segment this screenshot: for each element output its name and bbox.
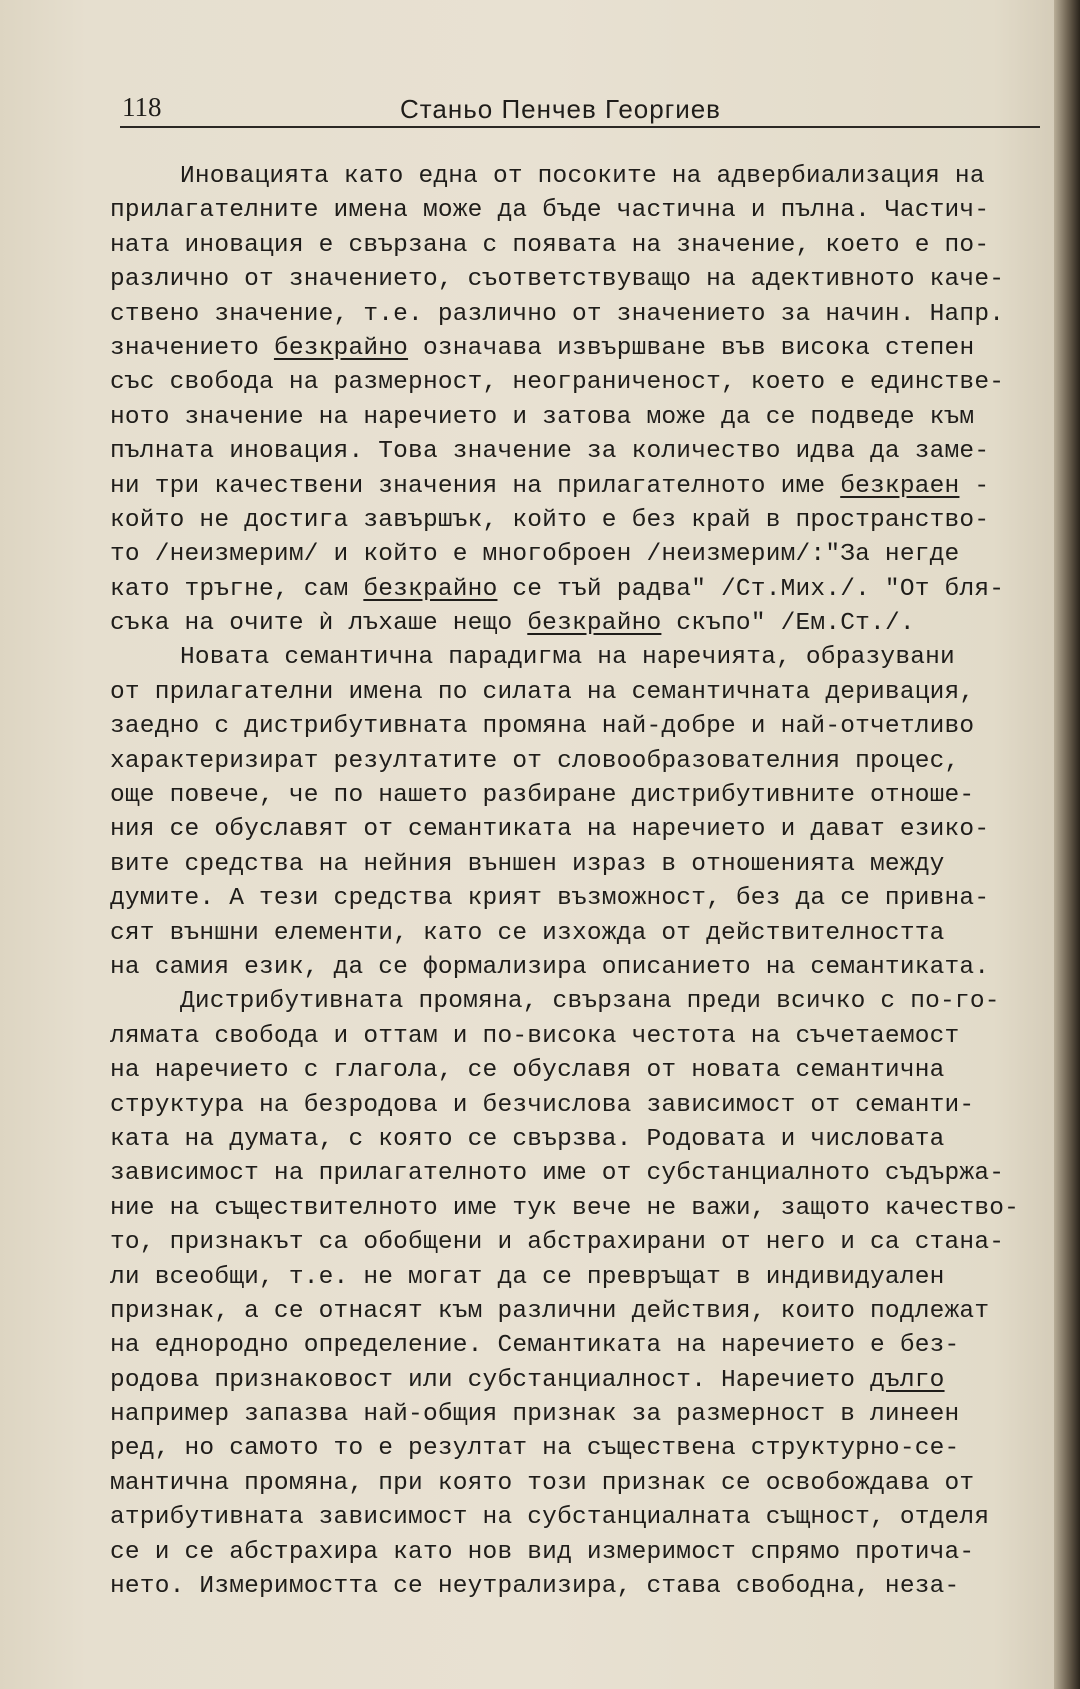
text-line — [110, 229, 1050, 263]
text-line — [110, 1089, 1050, 1123]
running-head: Станьо Пенчев Георгиев — [400, 94, 721, 124]
text-line — [110, 1467, 1050, 1501]
text-line — [110, 1432, 1050, 1466]
text-run: мантична промяна, при която този признак се освобождава от — [110, 1469, 975, 1497]
text-line — [110, 332, 1050, 366]
text-line — [110, 1398, 1050, 1432]
text-line — [110, 366, 1050, 400]
text-line — [110, 435, 1050, 469]
text-run: който не достига завършък, който е без край в пространство- — [110, 506, 990, 534]
text-run: заедно с дистрибутивната промяна най-добре и най-отчетливо — [110, 713, 975, 741]
text-run: вите средства на нейния външен израз в отношенията между — [110, 850, 945, 878]
text-line — [110, 1329, 1050, 1363]
underlined-term: безкрайно — [363, 575, 498, 603]
text-line — [110, 882, 1050, 916]
text-line — [110, 401, 1050, 435]
text-line — [110, 1123, 1050, 1157]
text-line — [110, 951, 1050, 985]
text-run: ни три качествени значения на прилагателното име — [110, 472, 841, 500]
text-run: със свобода на размерност, неограниченост, което е единстве- — [110, 369, 1005, 397]
text-run: характеризират резултатите от словообразователния процес, — [110, 747, 960, 775]
text-run: ното значение на наречието и затова може да се подведе към — [110, 403, 975, 431]
text-run: ката на думата, с която се свързва. Родовата и числовата — [110, 1125, 945, 1153]
text-line — [110, 1226, 1050, 1260]
text-run: думите. А тези средства крият възможност, без да се привна- — [110, 885, 990, 913]
text-run: още повече, че по нашето разбиране дистрибутивните отноше- — [110, 782, 975, 810]
text-line — [110, 1570, 1050, 1604]
text-run: съка на очите ѝ лъхаше нещо — [110, 610, 528, 638]
text-line — [110, 641, 1050, 675]
text-line — [110, 1364, 1050, 1398]
text-line — [110, 1536, 1050, 1570]
text-line — [110, 917, 1050, 951]
text-line — [110, 745, 1050, 779]
underlined-term: безкрайно — [527, 610, 662, 638]
text-run: сят външни елементи, като се изхожда от действителността — [110, 919, 945, 947]
text-run: означава извършване във висока степен — [408, 334, 975, 362]
text-run: ред, но самото то е резултат на съществена структурно-се- — [110, 1435, 960, 1463]
text-line — [110, 813, 1050, 847]
page-edge-shadow — [1054, 0, 1080, 1689]
underlined-term: безкраен — [840, 472, 960, 500]
text-run: например запазва най-общия признак за размерност в линеен — [110, 1401, 960, 1429]
text-line — [110, 710, 1050, 744]
text-run: атрибутивната зависимост на субстанциалната същност, отделя — [110, 1504, 990, 1532]
text-line — [110, 1054, 1050, 1088]
text-line — [110, 848, 1050, 882]
text-line — [110, 607, 1050, 641]
text-line — [110, 1295, 1050, 1329]
text-line — [110, 1020, 1050, 1054]
text-run: то /неизмерим/ и който е многоброен /неизмерим/:"За негде — [110, 541, 960, 569]
body-text — [110, 160, 1050, 1604]
text-run: от прилагателни имена по силата на семантичната деривация, — [110, 678, 975, 706]
text-run: структура на безродова и безчислова зависимост от семанти- — [110, 1091, 975, 1119]
text-run: лямата свобода и оттам и по-висока честота на съчетаемост — [110, 1022, 960, 1050]
text-run: значението — [110, 334, 274, 362]
text-run: скъпо" /Ем.Ст./. — [661, 610, 915, 638]
text-line — [110, 985, 1050, 1019]
text-line — [110, 1261, 1050, 1295]
text-run: ната иновация е свързана с появата на значение, което е по- — [110, 231, 990, 259]
page-header — [120, 92, 1040, 128]
text-run: на самия език, да се формализира описанието на семантиката. — [110, 953, 990, 981]
text-line — [110, 1192, 1050, 1226]
text-line — [110, 263, 1050, 297]
text-run: като тръгне, сам — [110, 575, 364, 603]
text-run: ли всеобщи, т.е. не могат да се превръщат в индивидуален — [110, 1263, 945, 1291]
text-run: Новата семантична парадигма на наречията, образувани — [180, 644, 955, 672]
text-run: пълната иновация. Това значение за количество идва да заме- — [110, 438, 990, 466]
page-number: 118 — [122, 92, 162, 122]
text-line — [110, 573, 1050, 607]
text-run: - — [959, 472, 990, 500]
text-run: ствено значение, т.е. различно от значението за начин. Напр. — [110, 300, 1005, 328]
text-run: Дистрибутивната промяна, свързана преди всичко с по-го- — [180, 988, 1000, 1016]
text-run: признак, а се отнасят към различни действия, които подлежат — [110, 1297, 990, 1325]
text-run: Иновацията като една от посоките на адвербиализация на — [180, 163, 985, 190]
text-run: се тъй радва" /Ст.Мих./. "От бля- — [497, 575, 1005, 603]
text-line — [110, 538, 1050, 572]
text-run: ние на съществителното име тук вече не важи, защото качество- — [110, 1194, 1020, 1222]
text-line — [110, 676, 1050, 710]
text-line — [110, 1501, 1050, 1535]
text-line — [110, 470, 1050, 504]
text-run: то, признакът са обобщени и абстрахирани от него и са стана- — [110, 1229, 1005, 1257]
text-line — [110, 1157, 1050, 1191]
text-run: прилагателните имена може да бъде частична и пълна. Частич- — [110, 197, 990, 225]
text-run: ния се обуславят от семантиката на наречието и дават езико- — [110, 816, 990, 844]
text-run: нето. Измеримостта се неутрализира, става свободна, неза- — [110, 1573, 960, 1601]
text-run: зависимост на прилагателното име от субстанциалното съдържа- — [110, 1160, 1005, 1188]
text-line — [110, 160, 1050, 194]
underlined-term: дълго — [870, 1366, 945, 1394]
text-run: родова признаковост или субстанциалност. Наречието — [110, 1366, 871, 1394]
text-run: се и се абстрахира като нов вид измеримост спрямо протича- — [110, 1538, 975, 1566]
underlined-term: безкрайно — [273, 334, 409, 362]
text-run: на наречието с глагола, се обуславя от новата семантична — [110, 1057, 945, 1085]
text-line — [110, 779, 1050, 813]
text-run: на еднородно определение. Семантиката на наречието е без- — [110, 1332, 960, 1360]
text-line — [110, 298, 1050, 332]
text-line — [110, 194, 1050, 228]
text-line — [110, 504, 1050, 538]
text-run: различно от значението, съответствуващо на адективното каче- — [110, 266, 1005, 294]
